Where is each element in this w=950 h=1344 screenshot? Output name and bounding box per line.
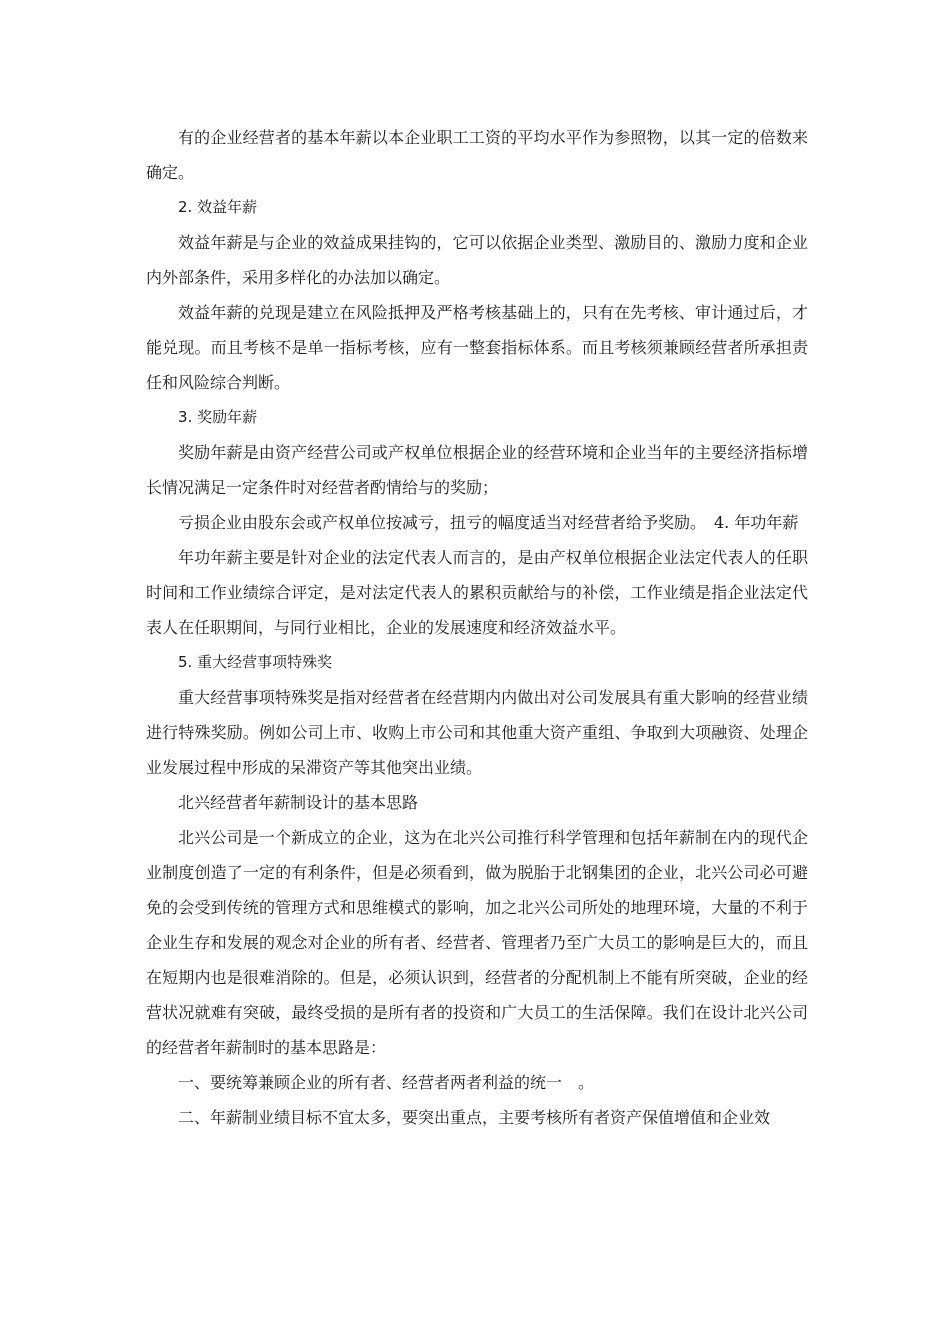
heading-bonus-salary: 3. 奖励年薪 xyxy=(178,408,258,426)
paragraph-performance-salary-definition: 效益年薪是与企业的效益成果挂钩的，它可以依据企业类型、激励目的、激励力度和企业内外部条件，采用多样化的办法加以确定。 xyxy=(146,233,808,287)
paragraph-principle-one: 一、要统筹兼顾企业的所有者、经营者两者利益的统一 。 xyxy=(178,1073,595,1092)
paragraph-base-salary-reference: 有的企业经营者的基本年薪以本企业职工工资的平均水平作为参照物，以其一定的倍数来确定。 xyxy=(146,128,808,182)
paragraph-special-award-definition: 重大经营事项特殊奖是指对经营者在经营期内内做出对公司发展具有重大影响的经营业绩进行特殊奖励。例如公司上市、收购上市公司和其他重大资产重组、争取到大项融资、处理企业发展过程中形成的呆滞资产等其他突出业绩。 xyxy=(146,688,808,777)
paragraph-beixing-background: 北兴公司是一个新成立的企业，这为在北兴公司推行科学管理和包括年薪制在内的现代企业制度创造了一定的有利条件，但是必须看到，做为脱胎于北钢集团的企业，北兴公司必可避免的会受到传统的管理方式和思维模式的影响，加之北兴公司所处的地理环境，大量的不利于企业生存和发展的观念对企业的所有者、经营者、管理者乃至广大员工的影响是巨大的，而且在短期内也是很难消除的。但是，必须认识到，经营者的分配机制上不能有所突破，企业的经营状况就难有突破，最终受损的是所有者的投资和广大员工的生活保障。我们在设计北兴公司的经营者年薪制时的基本思路是： xyxy=(146,828,808,1057)
paragraph-principle-two: 二、年薪制业绩目标不宜太多，要突出重点，主要考核所有者资产保值增值和企业效 xyxy=(178,1108,771,1127)
heading-special-award: 5. 重大经营事项特殊奖 xyxy=(178,653,333,671)
paragraph-beixing-design-title: 北兴经营者年薪制设计的基本思路 xyxy=(178,793,419,812)
heading-performance-salary: 2. 效益年薪 xyxy=(178,198,258,216)
paragraph-seniority-salary: 年功年薪主要是针对企业的法定代表人而言的，是由产权单位根据企业法定代表人的任职时间和工作业绩综合评定，是对法定代表人的累积贡献给与的补偿，工作业绩是指企业法定代表人在任职期间，与同行业相比，企业的发展速度和经济效益水平。 xyxy=(146,548,808,637)
paragraph-bonus-salary-definition: 奖励年薪是由资产经营公司或产权单位根据企业的经营环境和企业当年的主要经济指标增长情况满足一定条件时对经营者酌情给与的奖励； xyxy=(146,443,808,497)
document-body xyxy=(146,120,808,1135)
paragraph-loss-enterprise-bonus: 亏损企业由股东会或产权单位按减亏，扭亏的幅度适当对经营者给予奖励。 4. 年功年薪 xyxy=(178,513,799,532)
paragraph-performance-salary-payout: 效益年薪的兑现是建立在风险抵押及严格考核基础上的，只有在先考核、审计通过后，才能兑现。而且考核不是单一指标考核，应有一整套指标体系。而且考核须兼顾经营者所承担责任和风险综合判断。 xyxy=(146,303,808,392)
